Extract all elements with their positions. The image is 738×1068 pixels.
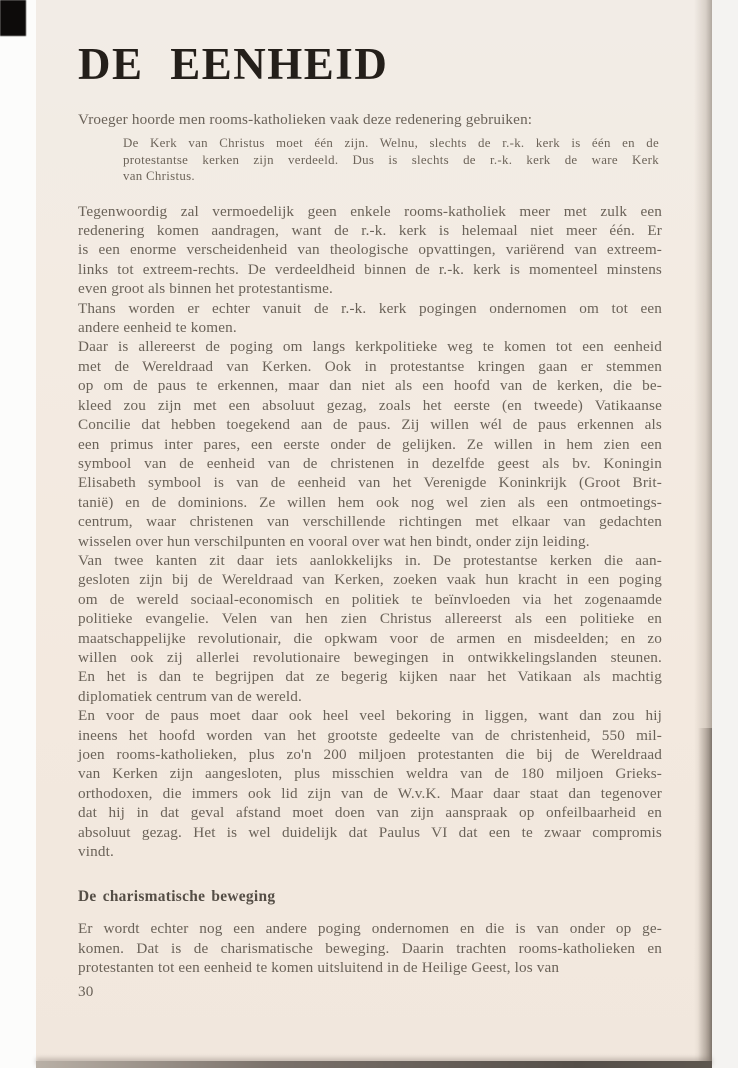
- text-line: dat hij in dat geval afstand moet doen van zijn aanspraak op onfeilbaarheid en: [78, 804, 662, 822]
- text-line: even groot als binnen het protestantisme.: [78, 280, 333, 298]
- text-line: Thans worden er echter vanuit de r.-k. kerk pogingen ondernomen om tot een: [78, 299, 662, 317]
- text-line: ineens het hoofd worden van het grootste gedeelte van de christenheid, 550 mil-: [78, 726, 662, 744]
- blockquote: [123, 135, 659, 184]
- text-line: om de wereld sociaal-economisch en politiek te beïnvloeden via het zogenaamde: [78, 590, 662, 608]
- text-line: protestantse kerken zijn verdeeld. Dus is slechts de r.-k. kerk de ware Kerk: [123, 152, 659, 167]
- text-line: absoluut gezag. Het is wel duidelijk dat Paulus VI dat een te zwaar compromis: [78, 823, 662, 841]
- page-right-edge-shadow-lower: [698, 728, 712, 1068]
- page-bottom-edge: [36, 1061, 712, 1068]
- text-line: kleed zou zijn met een absoluut gezag, zoals het eerste (en tweede) Vatikaanse: [78, 396, 662, 414]
- text-line: is een enorme verscheidenheid van theologische opvattingen, variërend van extreem-: [78, 241, 662, 259]
- text-line: met de Wereldraad van Kerken. Ook in protestantse kringen gaan er stemmen: [78, 357, 662, 375]
- text-line: redenering komen aandragen, want de r.-k. kerk is helemaal niet meer één. Er: [78, 222, 662, 240]
- paragraph: [78, 299, 662, 338]
- text-line: links tot extreem-rechts. De verdeeldheid binnen de r.-k. kerk is momenteel minstens: [78, 260, 662, 278]
- text-line: komen. Dat is de charismatische beweging. Daarin trachten rooms-katholieken en: [78, 939, 662, 957]
- paragraph: [78, 337, 662, 550]
- text-line: van Christus.: [123, 169, 195, 184]
- text-line: En het is dan te begrijpen dat ze begerig kijken naar het Vatikaan als machtig: [78, 668, 662, 686]
- paragraph: [78, 706, 662, 861]
- scan-corner-mark: [0, 0, 26, 36]
- text-line: En voor de paus moet daar ook heel veel bekoring in liggen, want dan zou hij: [78, 707, 662, 725]
- text-line: vindt.: [78, 843, 114, 861]
- text-line: Van twee kanten zit daar iets aanlokkelijks in. De protestantse kerken die aan-: [78, 551, 662, 569]
- text-line: Daar is allereerst de poging om langs kerkpolitieke weg te komen tot een eenheid: [78, 338, 662, 356]
- text-column: [78, 0, 662, 1001]
- paragraph: [78, 202, 662, 299]
- text-line: orthodoxen, die immers ook lid zijn van de W.v.K. Maar daar staat dan tegenover: [78, 784, 662, 802]
- text-line: centrum, waar christenen van verschillende richtingen met elkaar van gedachten: [78, 513, 662, 531]
- text-line: Concilie dat hebben toegekend aan de paus. Zij willen wél de paus erkennen als: [78, 416, 662, 434]
- text-line: gesloten zijn bij de Wereldraad van Kerken, zoeken vaak hun kracht in een poging: [78, 571, 662, 589]
- page-title: DE EENHEID: [78, 39, 389, 89]
- text-line: Tegenwoordig zal vermoedelijk geen enkele rooms-katholiek meer met zulk een: [78, 202, 662, 220]
- closing-paragraph: [78, 919, 662, 977]
- text-line: Er wordt echter nog een andere poging ondernomen en die is van onder op ge-: [78, 920, 662, 938]
- page-number: 30: [78, 983, 94, 1001]
- text-line: Elisabeth symbool is van de eenheid van het Verenigde Koninkrijk (Groot Brit-: [78, 474, 662, 492]
- text-line: tanië) en de dominions. Ze willen hem ook nog wel zien als een ontmoetings-: [78, 493, 662, 511]
- text-line: De Kerk van Christus moet één zijn. Welnu, slechts de r.-k. kerk is één en de: [123, 136, 659, 151]
- paragraph: [78, 551, 662, 706]
- text-line: maatschappelijke revolutionair, die opkwam voor de armen en misdeelden; en zo: [78, 629, 662, 647]
- text-line: politieke evangelie. Velen van hen zien Christus allereerst als een politieke en: [78, 610, 662, 628]
- text-line: een primus inter pares, een eerste onder de gelijken. Ze willen in hem zien een: [78, 435, 662, 453]
- text-line: symbool van de eenheid van de christenen in dezelfde geest als bv. Koningin: [78, 454, 662, 472]
- intro-paragraph: Vroeger hoorde men rooms-katholieken vaak deze redenering gebruiken:: [78, 111, 533, 128]
- section-heading: De charismatische beweging: [78, 888, 276, 906]
- text-line: protestanten tot een eenheid te komen uitsluitend in de Heilige Geest, los van: [78, 959, 560, 977]
- text-line: joen rooms-katholieken, plus zo'n 200 miljoen protestanten die bij de Wereldraad: [78, 746, 662, 763]
- text-line: andere eenheid te komen.: [78, 319, 237, 337]
- body-text: [78, 202, 662, 862]
- text-line: willen ook zij allerlei revolutionaire bewegingen in ontwikkelingslanden steunen.: [78, 648, 662, 666]
- text-line: van Kerken zijn aangesloten, plus misschien weldra van de 180 miljoen Grieks-: [78, 765, 662, 783]
- scanner-right-strip: [712, 0, 738, 1068]
- text-line: wisselen over hun verschilpunten en vooral over wat hen bindt, onder zijn leiding.: [78, 532, 590, 550]
- text-line: op om de paus te erkennen, maar dan niet als een hoofd van de kerken, die be-: [78, 377, 662, 395]
- text-line: diplomatiek centrum van de wereld.: [78, 687, 302, 705]
